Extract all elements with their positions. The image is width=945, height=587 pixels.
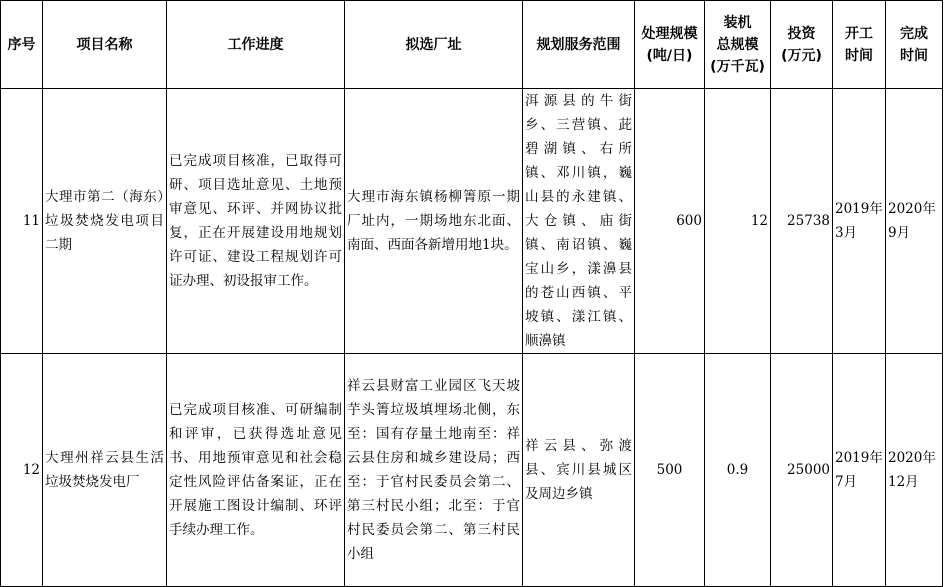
cell-scope: 祥云县、弥渡县、宾川县城区及周边乡镇	[523, 354, 635, 587]
cell-start: 2019年 3月	[833, 89, 886, 354]
cell-investment: 25000	[771, 354, 833, 587]
cell-installed: 0.9	[705, 354, 771, 587]
header-investment: 投资 (万元)	[771, 1, 833, 89]
header-seq: 序号	[1, 1, 43, 89]
header-scope: 规划服务范围	[523, 1, 635, 89]
header-installed: 装机 总规模 (万千瓦)	[705, 1, 771, 89]
cell-seq: 12	[1, 354, 43, 587]
cell-name: 大理州祥云县生活垃圾焚烧发电厂	[43, 354, 167, 587]
cell-installed: 12	[705, 89, 771, 354]
header-capacity: 处理规模 (吨/日)	[635, 1, 705, 89]
cell-progress: 已完成项目核准，已取得可研、项目选址意见、土地预审意见、环评、并网协议批复，正在开展建设用地规划许可证、建设工程规划许可证办理、初设报审工作。	[167, 89, 345, 354]
cell-start: 2019年 7月	[833, 354, 886, 587]
cell-progress: 已完成项目核准、可研编制和评审，已获得选址意见书、用地预审意见和社会稳定性风险评估备案证，正在开展施工图设计编制、环评手续办理工作。	[167, 354, 345, 587]
header-start: 开工 时间	[833, 1, 886, 89]
cell-seq: 11	[1, 89, 43, 354]
cell-scope: 洱源县的牛街乡、三营镇、茈碧湖镇、右所镇、邓川镇，巍山县的永建镇、大仓镇、庙街镇、南诏镇、巍宝山乡，漾濞县的苍山西镇、平坡镇、漾江镇、顺濞镇	[523, 89, 635, 354]
table-row	[1, 89, 943, 354]
cell-investment: 25738	[771, 89, 833, 354]
cell-name: 大理市第二（海东）垃圾焚烧发电项目二期	[43, 89, 167, 354]
cell-capacity: 500	[635, 354, 705, 587]
header-site: 拟选厂址	[345, 1, 523, 89]
header-progress: 工作进度	[167, 1, 345, 89]
table-row	[1, 354, 943, 587]
header-finish: 完成 时间	[886, 1, 943, 89]
cell-finish: 2020年 12月	[886, 354, 943, 587]
cell-finish: 2020年 9月	[886, 89, 943, 354]
header-name: 项目名称	[43, 1, 167, 89]
header-row	[1, 1, 943, 89]
cell-site: 大理市海东镇杨柳箐原一期厂址内，一期场地东北面、南面、西面各新增用地1块。	[345, 89, 523, 354]
cell-site: 祥云县财富工业园区飞天坡芋头箐垃圾填埋场北侧，东至：国有存量土地南至：祥云县住房和城乡建设局；西至：于官村民委员会第二、第三村民小组；北至：于官村民委员会第二、第三村民小组	[345, 354, 523, 587]
cell-capacity: 600	[635, 89, 705, 354]
